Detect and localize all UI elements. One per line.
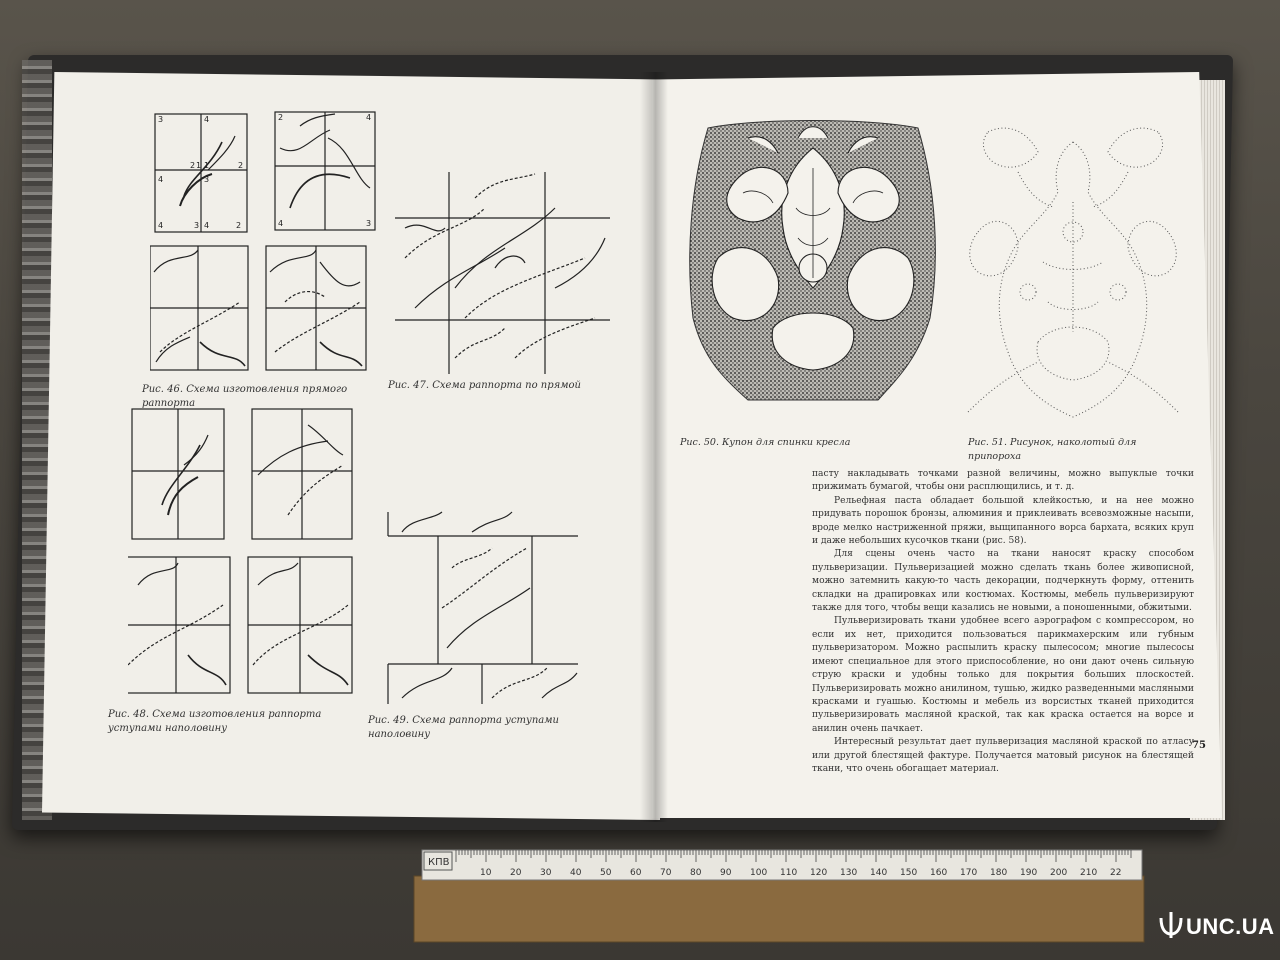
wooden-ruler [410,846,1150,946]
ruler-label: 120 [810,868,828,878]
fig46-caption: Рис. 46. Схема изготовления прямого раппорта [142,384,348,409]
svg-text:4: 4 [278,219,284,228]
ruler-label: 130 [840,868,858,878]
ruler-label: 190 [1020,868,1038,878]
fig47-diagram [395,168,610,378]
ruler-label: 180 [990,868,1008,878]
svg-text:4: 4 [158,221,164,230]
svg-text:2: 2 [190,161,196,170]
svg-text:4: 4 [204,221,210,230]
paragraph: Рельефная паста обладает большой клейкостью, и на нее можно придувать порошок бронзы, алюминия и приклеивать всевозможные насыпи, вроде мелко настриженной пряжи, выщипанного ворса бархата, всяких круп и даже небольших кусочков ткани (рис. 58). [812,495,1194,547]
ruler-label: 100 [750,868,768,878]
ruler-label: 70 [660,868,672,878]
svg-text:2: 2 [278,113,284,122]
fig51-caption: Рис. 51. Рисунок, наколотый для припороха [968,437,1137,462]
fig51-ornament [958,112,1188,430]
ruler-label: 170 [960,868,978,878]
ruler-label: 10 [480,868,492,878]
ruler-label: 160 [930,868,948,878]
paragraph: Интересный результат дает пульверизация масляной краской по атласу или другой блестящей фактуре. Получается матовый рисунок на блестящей ткани, что очень обогащает материал. [812,737,1194,774]
ruler-label: 30 [540,868,552,878]
ruler-label: 200 [1050,868,1068,878]
svg-text:2: 2 [238,161,244,170]
fig48-diagram [128,405,368,695]
body-text [812,468,1194,776]
watermark-text: UNC.UA [1186,914,1275,939]
svg-text:3: 3 [204,175,210,184]
fig48-caption-line2: уступами наполовину [108,723,228,734]
fig46-diagram-lower [150,242,390,376]
book-gutter [640,72,668,822]
ruler-label: 110 [780,868,798,878]
fig50-caption: Рис. 50. Купон для спинки кресла [680,437,851,448]
ruler-label: 40 [570,868,582,878]
fig48-caption-line1: Рис. 48. Схема изготовления раппорта [108,709,322,720]
ruler-label: 50 [600,868,612,878]
ruler-label: 20 [510,868,522,878]
fig50-ornament [678,108,948,408]
svg-text:1: 1 [204,161,210,170]
fig49-caption-line1: Рис. 49. Схема раппорта уступами [368,715,559,726]
ruler-label: 90 [720,868,732,878]
fig46-diagram [150,108,390,238]
ruler-label: 140 [870,868,888,878]
paragraph: Пульверизировать ткани удобнее всего аэрографом с компрессором, но если их нет, приходится пользоваться парикмахерским или губным пульверизатором. Можно распылить краску пылесосом; многие пылесосы имеют специальное для этого приспособление, но они дают очень сильную струю краски и удобны только для покрытия больших плоскостей. Пульверизировать можно анилином, тушью, жидко разведенными масляными красками и гуашью. Костюмы и мебель из ворсистых тканей приходится пульверизировать масляной краской, так как краска остается на ворсе и анилин очень пачкает. [812,616,1194,734]
svg-text:4: 4 [366,113,372,122]
ruler-label: 210 [1080,868,1098,878]
svg-text:1: 1 [196,161,202,170]
logo-icon [1158,910,1184,940]
svg-text:4: 4 [204,115,210,124]
ruler-label: 22 [1110,868,1122,878]
fig49-diagram [382,508,582,706]
paragraph: Для сцены очень часто на ткани наносят краску способом пульверизации. Пульверизацией можно сделать ткань более живописной, можно затемнить какую-то часть декорации, подчеркнуть форму, оттенить складки на драпировках или костюмах. Костюмы, мебель пульверизируют также для того, чтобы вещи казались не новыми, а поношенными, обжитыми. [812,549,1194,614]
ruler-stamp: КПВ [428,857,450,868]
svg-text:3: 3 [366,219,372,228]
ruler-label: 60 [630,868,642,878]
page-number: 75 [1192,740,1206,751]
paragraph: пасту накладывать точками разной величины, можно выпуклые точки прижимать бумагой, чтобы они расплющились, и т. д. [812,469,1194,493]
ruler-label: 150 [900,868,918,878]
svg-text:2: 2 [236,221,242,230]
fig49-caption-line2: наполовину [368,729,431,740]
site-watermark [1158,904,1274,950]
svg-text:3: 3 [158,115,164,124]
fig47-caption: Рис. 47. Схема раппорта по прямой [388,380,581,391]
svg-text:3: 3 [194,221,200,230]
ruler-label: 80 [690,868,702,878]
svg-text:4: 4 [158,175,164,184]
